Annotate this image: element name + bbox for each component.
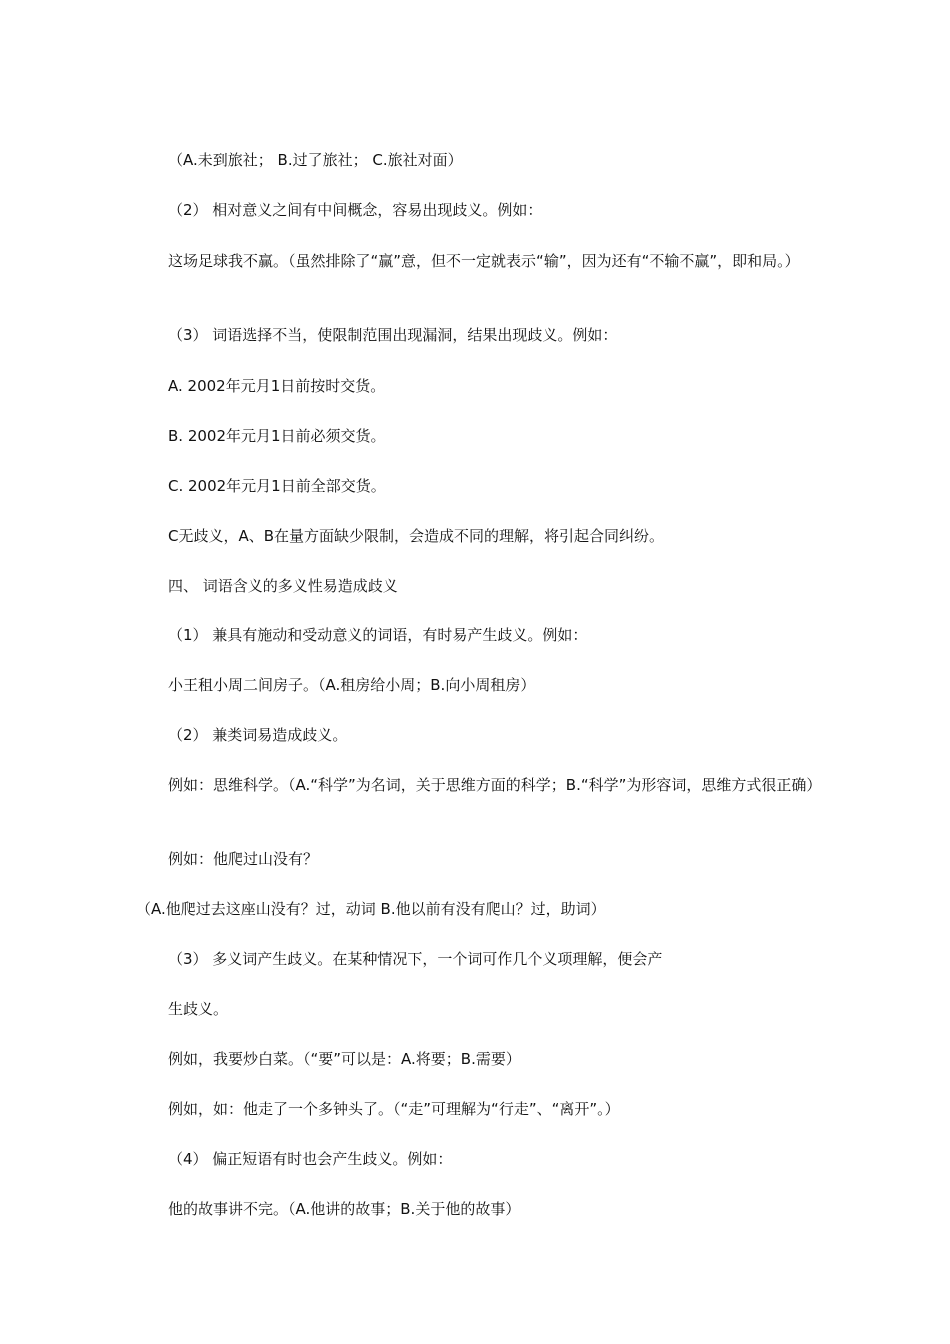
paragraph-item-3-word-choice: （3） 词语选择不当，使限制范围出现漏洞，结果出现歧义。例如：	[168, 326, 618, 344]
paragraph-story-example: 他的故事讲不完。（A.他讲的故事；B.关于他的故事）	[168, 1200, 521, 1218]
paragraph-item-2-intermediate-concept: （2） 相对意义之间有中间概念，容易出现歧义。例如：	[168, 201, 543, 219]
paragraph-example-a-delivery: A. 2002年元月1日前按时交货。	[168, 377, 386, 395]
paragraph-rent-example: 小王租小周二间房子。（A.租房给小周；B.向小周租房）	[168, 676, 536, 694]
paragraph-item-4-modifier-phrase: （4） 偏正短语有时也会产生歧义。例如：	[168, 1150, 453, 1168]
paragraph-item-3-polysemy: （3） 多义词产生歧义。在某种情况下，一个词可作几个义项理解，便会产	[168, 950, 663, 968]
paragraph-item-1-agent-patient: （1） 兼具有施动和受动意义的词语，有时易产生歧义。例如：	[168, 626, 588, 644]
paragraph-climb-options: （A.他爬过去这座山没有？过，动词 B.他以前有没有爬山？过，助词）	[136, 900, 606, 918]
paragraph-cabbage-example: 例如，我要炒白菜。（“要”可以是：A.将要；B.需要）	[168, 1050, 521, 1068]
paragraph-science-example: 例如：思维科学。（A.“科学”为名词，关于思维方面的科学；B.“科学”为形容词，思维方式很正确）	[168, 776, 822, 794]
paragraph-football-example: 这场足球我不赢。（虽然排除了“赢”意，但不一定就表示“输”，因为还有“不输不赢”，即和局。）	[168, 252, 800, 270]
paragraph-example-b-delivery: B. 2002年元月1日前必须交货。	[168, 427, 386, 445]
paragraph-options-hotel: （A.未到旅社； B.过了旅社； C.旅社对面）	[168, 151, 463, 169]
paragraph-walk-example: 例如，如：他走了一个多钟头了。（“走”可理解为“行走”、“离开”。）	[168, 1100, 620, 1118]
paragraph-delivery-analysis: C无歧义，A、B在量方面缺少限制，会造成不同的理解，将引起合同纠纷。	[168, 527, 665, 545]
paragraph-item-2-multi-class: （2） 兼类词易造成歧义。	[168, 726, 348, 744]
paragraph-climb-example: 例如：他爬过山没有？	[168, 850, 319, 868]
paragraph-example-c-delivery: C. 2002年元月1日前全部交货。	[168, 477, 386, 495]
section-heading-4: 四、 词语含义的多义性易造成歧义	[168, 577, 398, 595]
paragraph-polysemy-continued: 生歧义。	[168, 1000, 229, 1018]
